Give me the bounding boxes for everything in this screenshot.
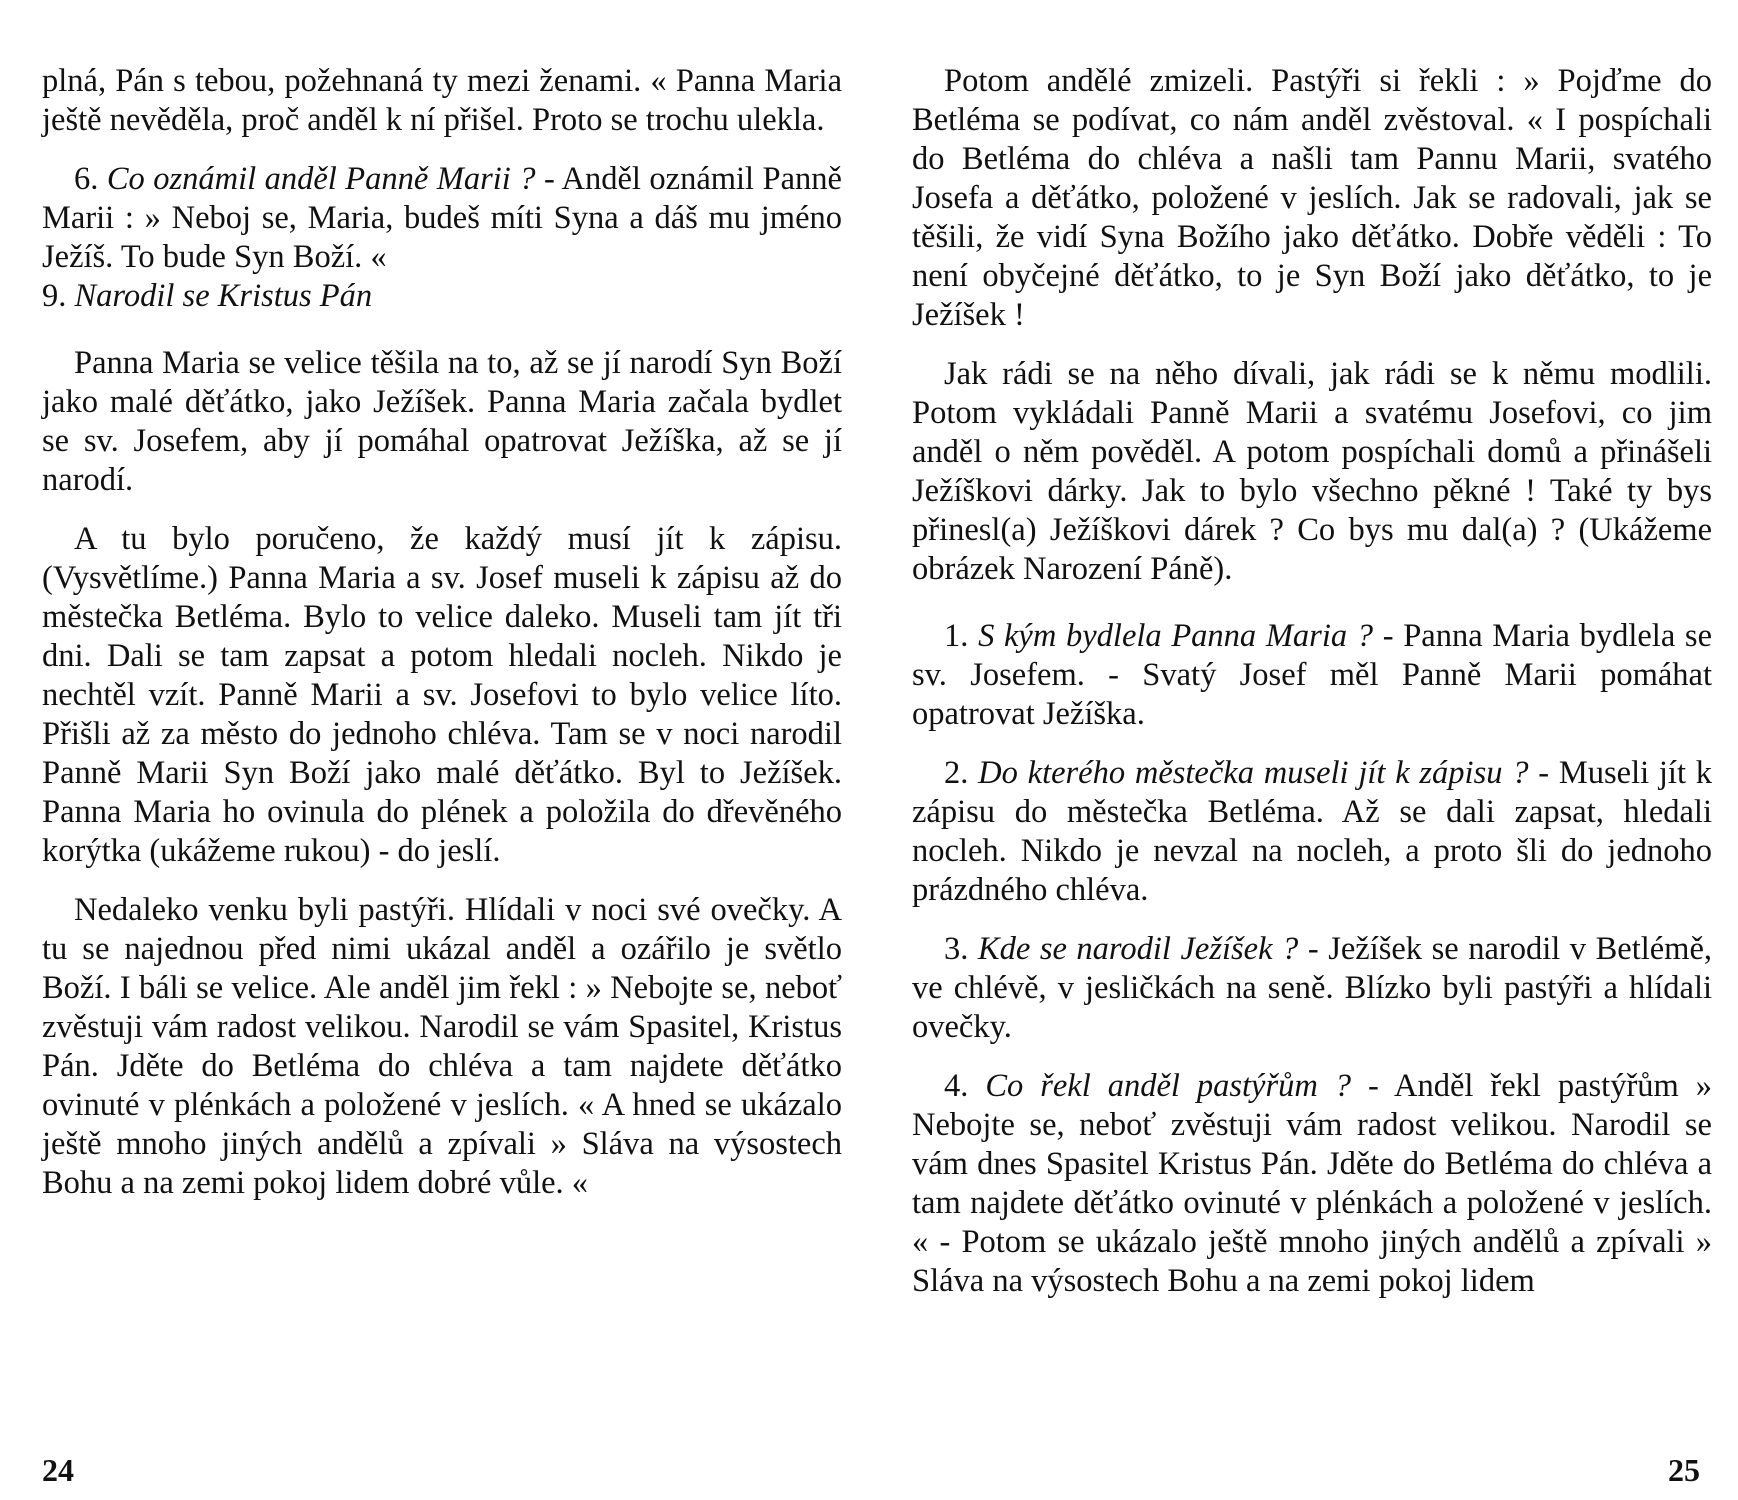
question-text: S kým bydlela Panna Maria ? [978, 618, 1374, 654]
question-number: 2. [944, 755, 969, 791]
chapter-heading [42, 277, 842, 316]
question-number: 4. [944, 1068, 969, 1104]
question-number: 1. [944, 618, 969, 654]
right-page [912, 62, 1712, 1301]
answer-text: - Anděl řekl pastýřům » Nebojte se, neboť zvěstuji vám radost velikou. Narodil se vám dnes Spasitel Kristus Pán. Jděte do Betléma do chléva a tam najdete děťátko ovinuté v plénkách a položené v jeslích. « - Potom se ukázalo ještě mnoho jiných andělů a zpívali » Sláva na výsostech Bohu a na zemi pokoj lidem [912, 1068, 1713, 1299]
chapter-number: 9. [42, 278, 67, 314]
answer-text: - Museli jít k zápisu do městečka Betléma. Až se dali zapsat, hledali nocleh. Nikdo je nevzal na nocleh, a proto šli do jednoho prázdného chléva. [912, 755, 1713, 908]
question-3 [912, 930, 1712, 1047]
paragraph-narrative-2: A tu bylo poručeno, že každý musí jít k zápisu. (Vysvětlíme.) Panna Maria a sv. Josef museli k zápisu až do městečka Betléma. Bylo to velice daleko. Museli tam jít tři dni. Dali se tam zapsat a potom hledali nocleh. Nikdo je nechtěl vzít. Panně Marii a sv. Josefovi to bylo velice líto. Přišli až za město do jednoho chléva. Tam se v noci narodil Panně Marii Syn Boží jako malé děťátko. Byl to Ježíšek. Panna Maria ho ovinula do plének a položila do dřevěného korýtka (ukážeme rukou) - do jeslí. [42, 521, 842, 869]
paragraph-narrative-1: Panna Maria se velice těšila na to, až se jí narodí Syn Boží jako malé děťátko, jako Ježíšek. Panna Maria začala bydlet se sv. Josefem, aby jí pomáhal opatrovat Ježíška, až se jí narodí. [42, 345, 842, 498]
question-4 [912, 1067, 1712, 1301]
question-1 [912, 617, 1712, 734]
paragraph-gifts: Jak rádi se na něho dívali, jak rádi se k němu modlili. Potom vykládali Panně Marii a svatému Josefovi, co jim anděl o něm pověděl. A potom pospíchali domů a přinášeli Ježíškovi dárky. Jak to bylo všechno pěkné ! Také ty bys přinesl(a) Ježíškovi dárek ? Co bys mu dal(a) ? (Ukážeme obrázek Narození Páně). [912, 356, 1712, 587]
question-number: 3. [944, 931, 969, 967]
question-text: Kde se narodil Ježíšek ? [977, 931, 1299, 967]
paragraph-continuation: plná, Pán s tebou, požehnaná ty mezi ženami. « Panna Maria ještě nevěděla, proč anděl k ní přišel. Proto se trochu ulekla. [42, 63, 842, 138]
question-6 [42, 160, 842, 277]
left-page [42, 62, 842, 1203]
question-2 [912, 754, 1712, 910]
answer-text: - Anděl oznámil Panně Marii : » Neboj se, Maria, budeš míti Syna a dáš mu jméno Ježíš. To bude Syn Boží. « [42, 161, 842, 275]
question-number: 6. [74, 161, 99, 197]
question-text: Co oznámil anděl Panně Marii ? [106, 161, 536, 197]
question-text: Do kterého městečka museli jít k zápisu ? [978, 755, 1529, 791]
answer-text: - Ježíšek se narodil v Betlémě, ve chlévě, v jesličkách na seně. Blízko byli pastýři a hlídali ovečky. [912, 931, 1713, 1045]
question-text: Co řekl anděl pastýřům ? [985, 1068, 1352, 1104]
page-number-left: 24 [42, 1452, 74, 1488]
answer-text: - Panna Maria bydlela se sv. Josefem. - Svatý Josef měl Panně Marii pomáhat opatrovat Ježíška. [912, 618, 1712, 732]
paragraph-narrative-3: Nedaleko venku byli pastýři. Hlídali v noci své ovečky. A tu se najednou před nimi ukázal anděl a ozářilo je světlo Boží. I báli se velice. Ale anděl jim řekl : » Nebojte se, neboť zvěstuji vám radost velikou. Narodil se vám Spasitel, Kristus Pán. Jděte do Betléma do chléva a tam najdete děťátko ovinuté v plénkách a položené v jeslích. « A hned se ukázalo ještě mnoho jiných andělů a zpívali » Sláva na výsostech Bohu a na zemi pokoj lidem dobré vůle. « [42, 892, 842, 1201]
chapter-title: Narodil se Kristus Pán [74, 278, 373, 314]
paragraph-shepherds: Potom andělé zmizeli. Pastýři si řekli : » Pojďme do Betléma se podívat, co nám anděl zvěstoval. « I pospíchali do Betléma do chléva a našli tam Pannu Marii, svatého Josefa a děťátko, položené v jeslích. Jak se radovali, jak se těšili, že vidí Syna Božího jako děťátko. Dobře věděli : To není obyčejné děťátko, to je Syn Boží jako děťátko, to je Ježíšek ! [912, 63, 1712, 333]
page-number-right: 25 [1668, 1452, 1700, 1488]
